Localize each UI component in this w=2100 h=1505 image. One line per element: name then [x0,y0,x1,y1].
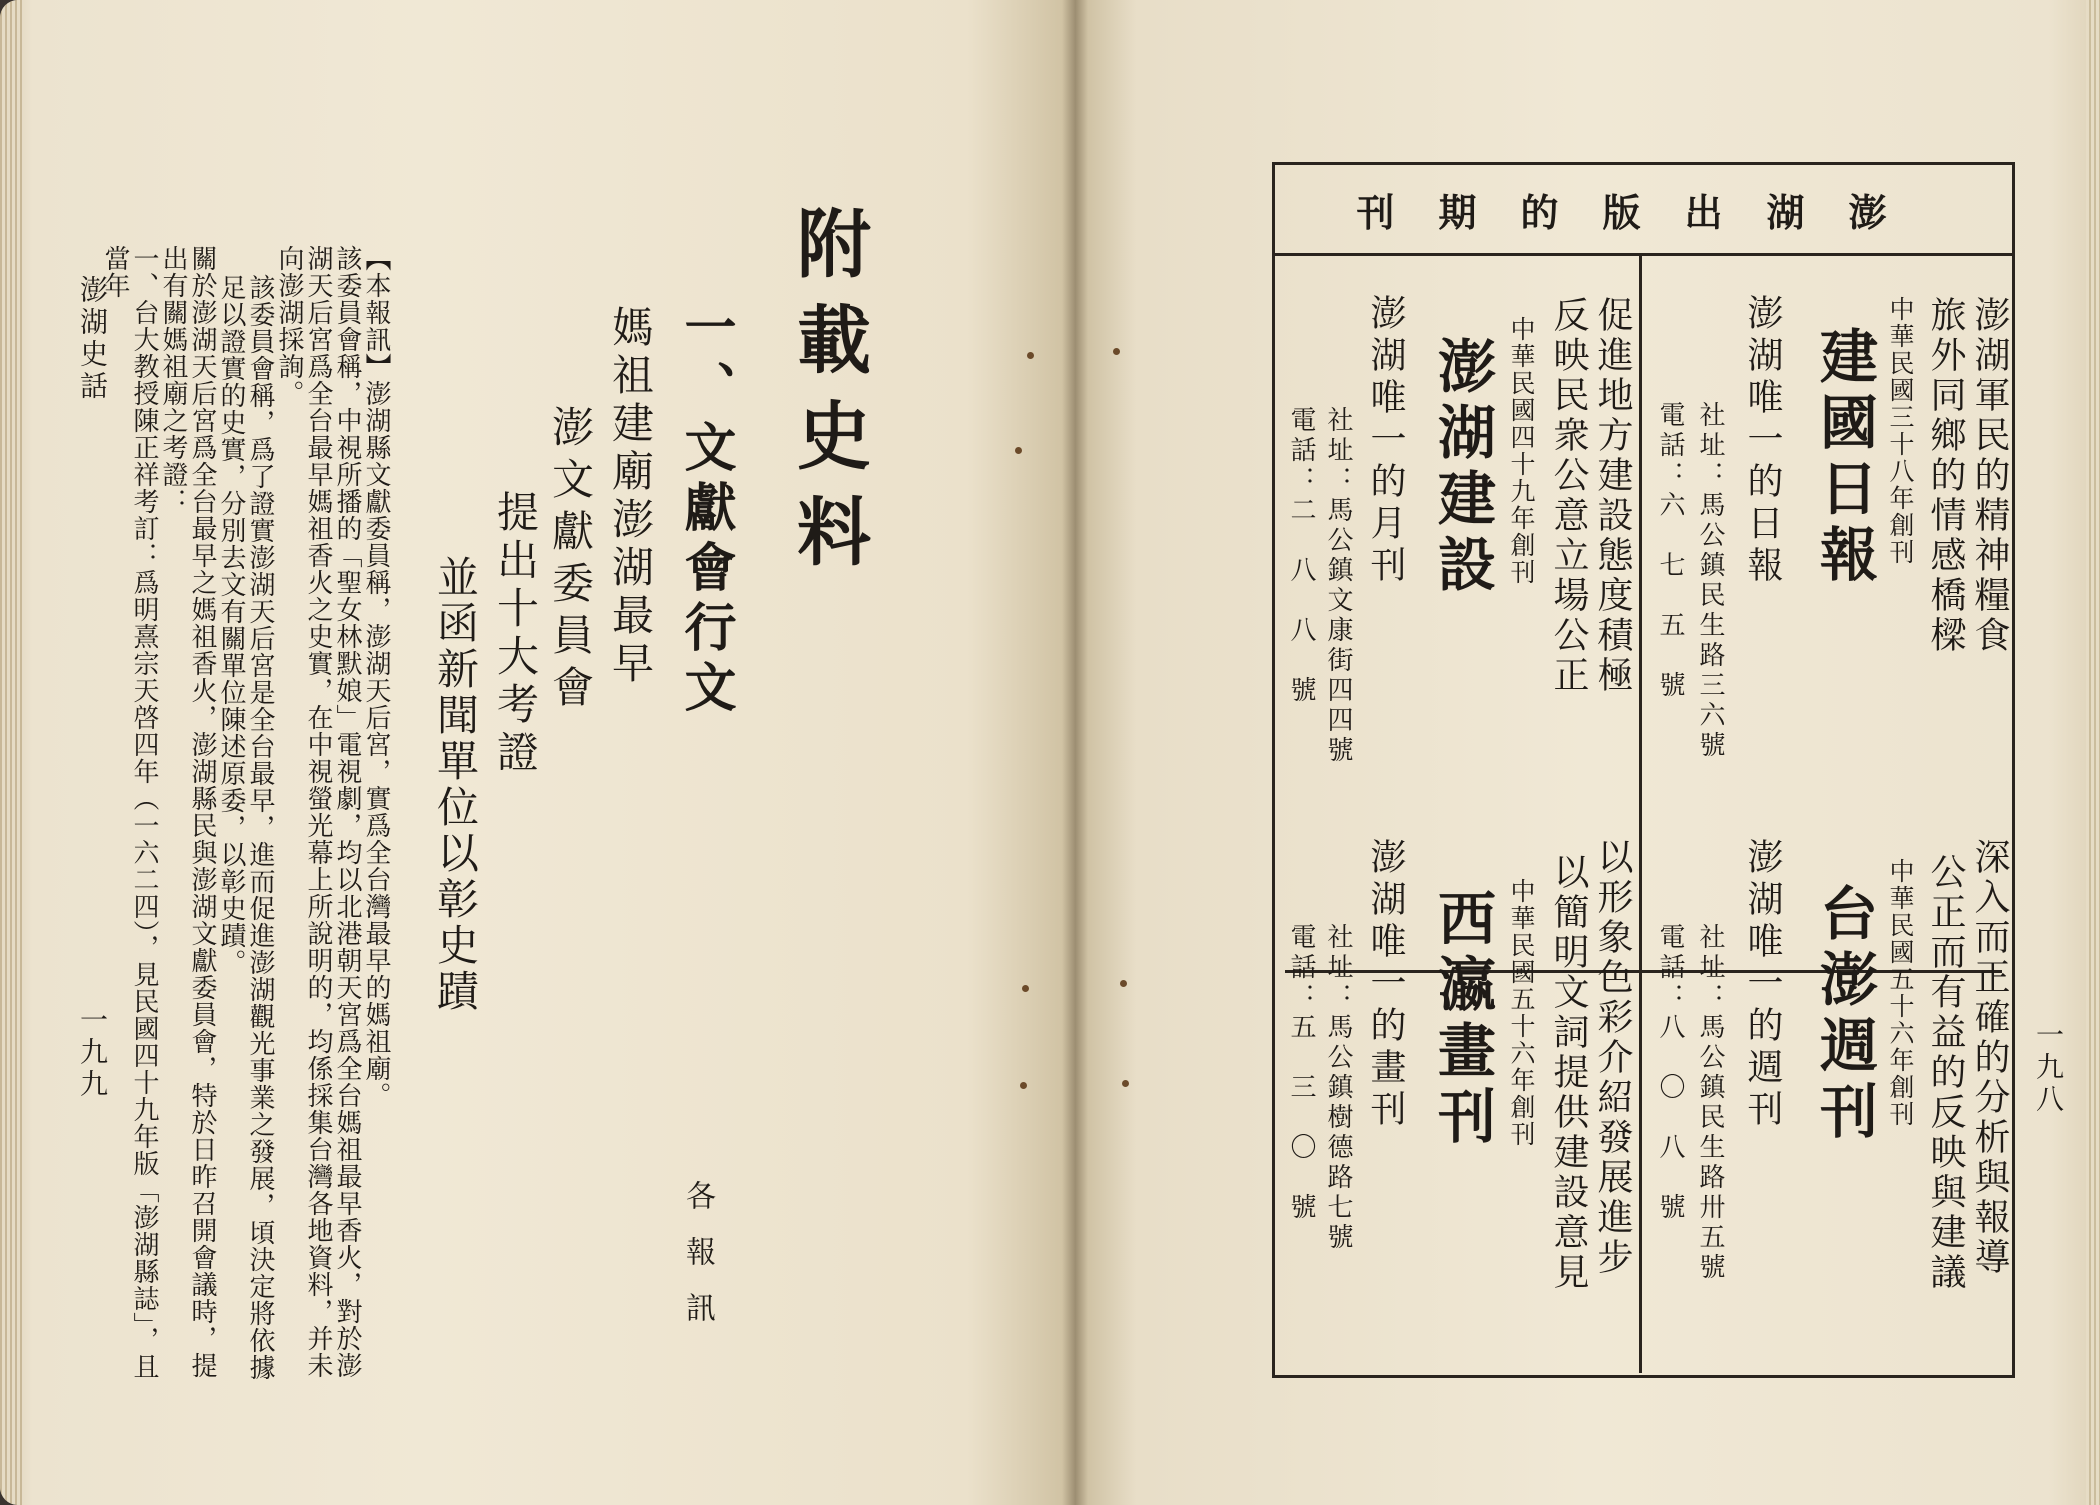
body-paragraph: 該委員會稱，爲了證實澎湖天后宮是全台最早，進而促進澎湖觀光事業之發展，頃決定將依據足以證實的史實，分別去文有關單位陳述原委，以彰史蹟。 [216,274,275,1381]
binding-hole [1113,348,1120,355]
page-number: 一九八 [2032,1020,2065,1116]
subtitle-line: 媽祖建廟澎湖最早 [606,305,655,689]
address: 社址：馬公鎮文康街四四號 [1323,406,1353,766]
established: 中華民國五十六年創刊 [1507,878,1536,1148]
binding-hole [1020,1082,1027,1089]
tagline: 旅外同鄉的情感橋樑 [1925,296,1966,656]
binding-hole [1015,447,1022,454]
body-paragraph: 關於澎湖天后宮爲全台最早之媽祖香火，澎湖縣民與澎湖文獻委員會，特於日昨召開會議時，提出有關媽祖廟之考證： [158,245,217,1379]
page-edges [0,0,22,1505]
body-paragraph: 該委員會稱，中視所播的「聖女林默娘」電視劇，均以北港朝天宮爲全台媽祖最早香火，對於澎湖天后宮爲全台最早媽祖香火之史實，在中視螢光幕上所說明的，均係採集台灣各地資料，并未向澎湖採詢。 [274,245,362,1379]
established: 中華民國四十九年創刊 [1507,316,1536,586]
tagline: 反映民衆公意立場公正 [1548,296,1589,696]
subtitle-line: 澎文獻委員會 [546,405,595,717]
binding-hole [1122,1080,1129,1087]
binding-hole [1120,980,1127,987]
article-body [100,245,391,1405]
running-head: 澎湖史話 [76,275,109,403]
page-edges [2086,0,2100,1505]
phone: 電話：六 七 五 號 [1655,401,1685,701]
uniqueness: 澎湖唯一的週刊 [1742,838,1783,1132]
publication-cell [1642,838,2012,1373]
ad-title: 澎湖出版的期刊 [1356,189,1931,235]
body-paragraph: 【本報訊】澎湖縣文獻委員稱，澎湖天后宮，實爲全台灣最早的媽祖廟。 [361,245,391,1109]
tagline: 促進地方建設態度積極 [1592,296,1633,696]
tagline: 以簡明文詞提供建設意見 [1548,853,1589,1293]
phone: 電話：八 〇 八 號 [1655,923,1685,1223]
uniqueness: 澎湖唯一的月刊 [1365,294,1406,588]
body-paragraph: 一、台大教授陳正祥考訂：爲明熹宗天啓四年（一六二四），見民國四十九年版「澎湖縣誌」，且當年 [100,245,159,1380]
address: 社址：馬公鎮樹德路七號 [1323,923,1353,1253]
periodicals-advertisement [1272,162,2015,1378]
publication-cell [1275,838,1639,1373]
uniqueness: 澎湖唯一的畫刊 [1365,838,1406,1132]
established: 中華民國三十八年創刊 [1886,296,1915,566]
tagline: 澎湖軍民的精神糧食 [1969,296,2010,656]
tagline: 公正而有益的反映與建議 [1925,853,1966,1293]
address: 社址：馬公鎮民生路三六號 [1695,401,1725,761]
book-gutter [1062,0,1088,1505]
tagline: 深入而正確的分析與報導 [1969,838,2010,1278]
binding-hole [1027,352,1034,359]
address: 社址：馬公鎮民生路卅五號 [1695,923,1725,1283]
uniqueness: 澎湖唯一的日報 [1742,294,1783,588]
phone: 電話：二 八 八 號 [1286,406,1316,706]
ad-title-bar [1275,165,2012,256]
subtitle-line: 提出十大考證 [491,490,540,778]
subtitle-line: 並函新聞單位以彰史蹟 [431,555,480,1015]
phone: 電話：五 三 〇 號 [1286,923,1316,1223]
news-source: 各報訊 [680,1180,715,1348]
tagline: 以形象色彩介紹發展進步 [1592,838,1633,1278]
binding-hole [1022,985,1029,992]
appendix-title: 附載史料 [785,205,871,589]
section-title: 一、文獻會行文 [675,300,736,720]
page-number: 一九九 [76,1005,109,1101]
established: 中華民國五十六年創刊 [1886,858,1915,1128]
publication-name: 西瀛畫刊 [1428,888,1496,1152]
publication-name: 台澎週刊 [1810,883,1878,1147]
publication-name: 澎湖建設 [1428,336,1496,600]
publication-name: 建國日報 [1810,326,1878,590]
